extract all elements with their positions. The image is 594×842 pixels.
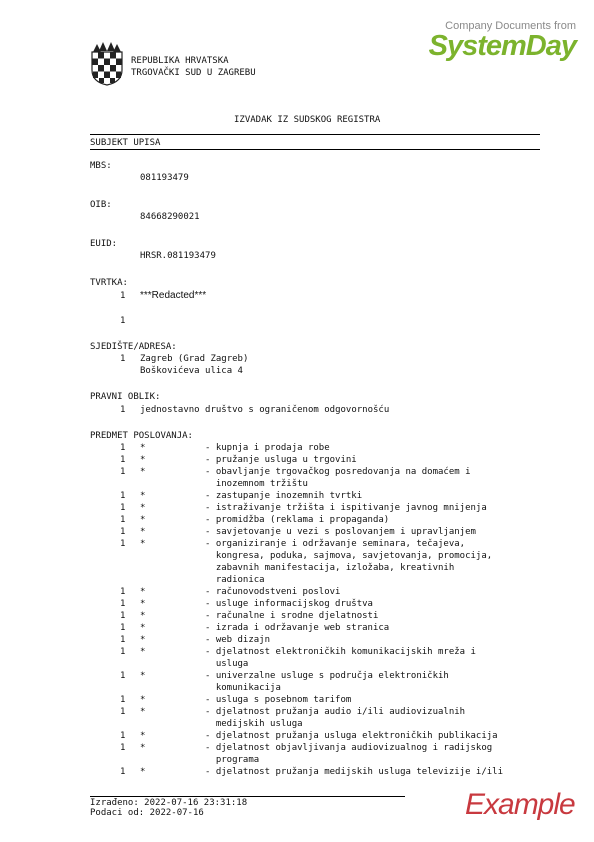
activity-num: 1	[120, 611, 126, 621]
activity-marker: *	[140, 491, 146, 501]
tvrtka-num-2: 1	[120, 316, 126, 326]
activity-text: - promidžba (reklama i propaganda)	[205, 515, 390, 525]
activity-num: 1	[120, 599, 126, 609]
sjediste-city: Zagreb (Grad Zagreb)	[140, 354, 249, 364]
activity-num: 1	[120, 539, 126, 549]
activity-text: kongresa, poduka, sajmova, savjetovanja, promocija,	[205, 551, 493, 561]
systemday-logo	[426, 20, 576, 61]
activity-marker: *	[140, 623, 146, 633]
activity-text: - web dizajn	[205, 635, 271, 645]
activity-text: - usluge informacijskog društva	[205, 599, 373, 609]
activity-marker: *	[140, 527, 146, 537]
activity-text: - djelatnost pružanja audio i/ili audiovizualnih	[205, 707, 466, 717]
activity-marker: *	[140, 707, 146, 717]
croatian-coat-of-arms-icon	[90, 40, 124, 86]
activity-text: programa	[205, 755, 260, 765]
activity-num: 1	[120, 491, 126, 501]
header-court: TRGOVAČKI SUD U ZAGREBU	[131, 68, 256, 78]
tvrtka-value: ***Redacted***	[140, 290, 207, 301]
activity-num: 1	[120, 527, 126, 537]
activity-marker: *	[140, 539, 146, 549]
sjediste-label: SJEDIŠTE/ADRESA:	[90, 342, 177, 352]
activity-num: 1	[120, 707, 126, 717]
sjediste-street: Boškovićeva ulica 4	[140, 366, 243, 376]
oblik-num: 1	[120, 405, 126, 415]
activity-text: - djelatnost pružanja usluga elektroničkih publikacija	[205, 731, 498, 741]
activity-num: 1	[120, 647, 126, 657]
activity-marker: *	[140, 443, 146, 453]
activity-marker: *	[140, 467, 146, 477]
section-title: SUBJEKT UPISA	[90, 138, 161, 148]
activity-num: 1	[120, 467, 126, 477]
activity-num: 1	[120, 443, 126, 453]
footer-data-from: Podaci od: 2022-07-16	[90, 808, 204, 818]
activity-marker: *	[140, 671, 146, 681]
activity-marker: *	[140, 743, 146, 753]
header-country: REPUBLIKA HRVATSKA	[131, 56, 229, 66]
activity-text: - savjetovanje u vezi s poslovanjem i upravljanjem	[205, 527, 476, 537]
euid-label: EUID:	[90, 239, 118, 249]
activity-marker: *	[140, 455, 146, 465]
activity-marker: *	[140, 503, 146, 513]
activity-text: komunikacija	[205, 683, 281, 693]
example-watermark: Example	[465, 788, 575, 821]
activity-num: 1	[120, 743, 126, 753]
oib-value: 84668290021	[140, 212, 200, 222]
activity-text: - univerzalne usluge s područja elektroničkih	[205, 671, 449, 681]
sjediste-num: 1	[120, 354, 126, 364]
mbs-value: 081193479	[140, 173, 189, 183]
activity-num: 1	[120, 731, 126, 741]
activity-num: 1	[120, 503, 126, 513]
activity-text: - istraživanje tržišta i ispitivanje javnog mnijenja	[205, 503, 487, 513]
activity-text: - organiziranje i održavanje seminara, tečajeva,	[205, 539, 466, 549]
activity-num: 1	[120, 767, 126, 777]
activity-marker: *	[140, 635, 146, 645]
activity-marker: *	[140, 767, 146, 777]
activity-num: 1	[120, 695, 126, 705]
divider-bottom	[90, 149, 540, 150]
activity-text: zabavnih manifestacija, izložaba, kreativnih	[205, 563, 455, 573]
activity-marker: *	[140, 695, 146, 705]
activity-text: - djelatnost pružanja medijskih usluga televizije i/ili	[205, 767, 504, 777]
activity-text: - djelatnost objavljivanja audiovizualnog i radijskog	[205, 743, 493, 753]
activity-num: 1	[120, 623, 126, 633]
activity-text: - obavljanje trgovačkog posredovanja na domaćem i	[205, 467, 471, 477]
brand-tagline: Company Documents from	[445, 20, 576, 32]
document-title: IZVADAK IZ SUDSKOG REGISTRA	[234, 115, 381, 125]
activity-text: - izrada i održavanje web stranica	[205, 623, 390, 633]
footer-created: Izrađeno: 2022-07-16 23:31:18	[90, 798, 248, 808]
mbs-label: MBS:	[90, 161, 112, 171]
activity-marker: *	[140, 647, 146, 657]
activity-num: 1	[120, 515, 126, 525]
oib-label: OIB:	[90, 200, 112, 210]
activity-text: - usluga s posebnom tarifom	[205, 695, 352, 705]
activity-text: - pružanje usluga u trgovini	[205, 455, 357, 465]
divider-top	[90, 134, 540, 135]
activity-num: 1	[120, 635, 126, 645]
activity-num: 1	[120, 671, 126, 681]
activity-marker: *	[140, 611, 146, 621]
activity-marker: *	[140, 731, 146, 741]
activity-text: - kupnja i prodaja robe	[205, 443, 330, 453]
activity-text: radionica	[205, 575, 265, 585]
oblik-value: jednostavno društvo s ograničenom odgovornošću	[140, 405, 390, 415]
activity-text: - računalne i srodne djelatnosti	[205, 611, 379, 621]
euid-value: HRSR.081193479	[140, 251, 216, 261]
activity-text: usluga	[205, 659, 249, 669]
activity-text: - zastupanje inozemnih tvrtki	[205, 491, 363, 501]
tvrtka-label: TVRTKA:	[90, 278, 128, 288]
activity-num: 1	[120, 455, 126, 465]
activity-marker: *	[140, 515, 146, 525]
activity-text: - djelatnost elektroničkih komunikacijskih mreža i	[205, 647, 476, 657]
tvrtka-num: 1	[120, 291, 126, 301]
activity-marker: *	[140, 599, 146, 609]
oblik-label: PRAVNI OBLIK:	[90, 392, 161, 402]
activity-text: medijskih usluga	[205, 719, 303, 729]
activity-num: 1	[120, 587, 126, 597]
brand-name: SystemDay	[428, 30, 576, 62]
activity-marker: *	[140, 587, 146, 597]
activity-text: inozemnom tržištu	[205, 479, 308, 489]
predmet-label: PREDMET POSLOVANJA:	[90, 431, 193, 441]
activity-text: - računovodstveni poslovi	[205, 587, 341, 597]
